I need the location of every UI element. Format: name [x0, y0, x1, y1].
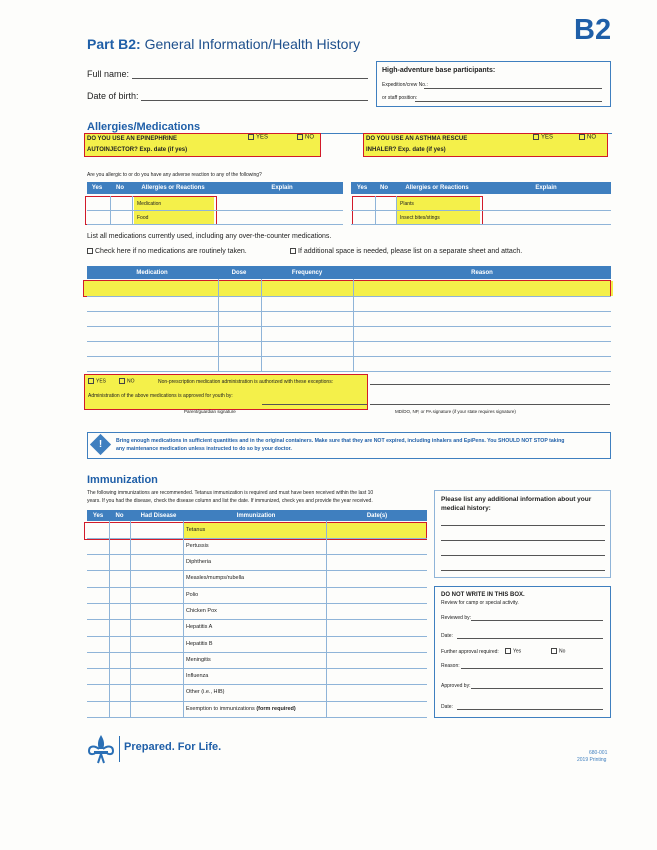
- checkbox-icon: [88, 378, 94, 384]
- approved-by-field[interactable]: [471, 688, 603, 689]
- no-label: No: [559, 648, 566, 655]
- immunization-desc-1: The following immunizations are recommended. Tetanus immunization is required and must have been received within the last 10: [87, 490, 374, 496]
- reason-field[interactable]: [461, 668, 603, 669]
- row-line: [351, 210, 611, 211]
- yes-label: YES: [96, 378, 107, 385]
- checkbox-icon: [297, 134, 303, 140]
- col-had-disease: Had Disease: [140, 512, 177, 519]
- medications-instruction: List all medications currently used, including any over-the-counter medications.: [87, 233, 332, 240]
- allergy-item-insect: Insect bites/stings: [400, 215, 440, 221]
- epipen-question-1: DO YOU USE AN EPINEPHRINE: [87, 136, 178, 142]
- further-approval-label: Further approval required:: [441, 649, 499, 655]
- imm-row-line[interactable]: [87, 636, 427, 637]
- col-explain: Explain: [535, 185, 557, 191]
- high-adventure-box: [376, 61, 611, 107]
- otc-statement: Non-prescription medication administration is authorized with these exceptions:: [158, 379, 334, 385]
- parent-signature-field[interactable]: [262, 404, 367, 405]
- additional-info-line[interactable]: [441, 540, 605, 541]
- approval-statement: Administration of the above medications is approved for youth by:: [88, 393, 233, 399]
- additional-space-checkbox[interactable]: [290, 248, 522, 255]
- asthma-question-1: DO YOU USE AN ASTHMA RESCUE: [366, 136, 468, 142]
- checkbox-icon: [290, 248, 296, 254]
- imm-row-meningitis: Meningitis: [186, 657, 211, 663]
- medication-row[interactable]: [87, 371, 611, 372]
- medication-notice: [87, 432, 611, 459]
- allergy-table-right-header: [351, 182, 611, 194]
- footer-tagline: Prepared. For Life.: [124, 741, 222, 753]
- allergy-table-left-header: [87, 182, 343, 194]
- md-signature-field[interactable]: [370, 404, 610, 405]
- otc-exceptions-field[interactable]: [370, 384, 610, 385]
- footer-divider: [119, 736, 120, 762]
- imm-row-influenza: Influenza: [186, 673, 209, 679]
- checkbox-icon: [551, 648, 557, 654]
- imm-row-mmr: Measles/mumps/rubella: [186, 575, 245, 581]
- epipen-question-2: AUTOINJECTOR? Exp. date (if yes): [87, 147, 188, 153]
- imm-row-line[interactable]: [87, 587, 427, 588]
- reviewed-by-field[interactable]: [471, 620, 603, 621]
- row-line: [87, 210, 343, 211]
- checkbox-icon: [579, 134, 585, 140]
- no-label: NO: [127, 378, 135, 385]
- no-label: NO: [305, 134, 314, 141]
- col-explain: Explain: [271, 185, 293, 191]
- imm-row-line[interactable]: [87, 619, 427, 620]
- checkbox-icon: [248, 134, 254, 140]
- immunization-desc-2: years. If you had the disease, check the disease column and list the date. If immunized, check yes and provide the year received.: [87, 498, 373, 504]
- imm-row-hepatitis-a: Hepatitis A: [186, 624, 213, 630]
- additional-info-line[interactable]: [441, 555, 605, 556]
- medication-row[interactable]: [87, 311, 611, 312]
- full-name-field[interactable]: [132, 78, 368, 79]
- medication-row-markup-box: [83, 280, 611, 297]
- fleur-de-lis-icon: [86, 733, 116, 765]
- asthma-question-2: INHALER? Exp. date (if yes): [366, 147, 446, 153]
- yes-label: YES: [256, 134, 269, 141]
- col-yes: Yes: [356, 185, 368, 191]
- form-code: B2: [574, 14, 612, 46]
- checkbox-icon: [119, 378, 125, 384]
- col-frequency: Frequency: [291, 269, 323, 276]
- medication-row[interactable]: [87, 341, 611, 342]
- exemption-label: Exemption to immunizations: [186, 706, 257, 712]
- imm-row-line[interactable]: [87, 603, 427, 604]
- no-medications-checkbox[interactable]: [87, 248, 247, 255]
- imm-row-polio: Polio: [186, 592, 199, 598]
- medication-row[interactable]: [87, 326, 611, 327]
- adverse-question: Are you allergic to or do you have any adverse reaction to any of the following?: [87, 172, 262, 178]
- further-approval-no[interactable]: [551, 648, 565, 654]
- office-box-subtitle: Review for camp or special activity.: [441, 600, 519, 606]
- imm-row-exemption: [186, 706, 296, 712]
- staff-label: or staff position:: [382, 95, 418, 101]
- yes-label: YES: [541, 134, 554, 141]
- imm-row-line[interactable]: [87, 652, 427, 653]
- col-reason: Reason: [471, 269, 493, 276]
- col-no: No: [380, 185, 388, 191]
- no-medications-label: Check here if no medications are routinely taken.: [95, 248, 247, 255]
- immunization-table-header: [87, 510, 427, 521]
- additional-space-label: If additional space is needed, please list on a separate sheet and attach.: [298, 248, 523, 255]
- col-allergies: Allergies or Reactions: [141, 185, 205, 191]
- high-adventure-title: High-adventure base participants:: [382, 67, 496, 74]
- imm-row-other: Other (i.e., HIB): [186, 689, 225, 695]
- checkbox-icon: [87, 248, 93, 254]
- office-box-title: DO NOT WRITE IN THIS BOX.: [441, 592, 525, 598]
- dob-field[interactable]: [141, 100, 368, 101]
- date-field-2[interactable]: [457, 709, 603, 710]
- otc-yes[interactable]: [88, 378, 106, 384]
- col-no: No: [115, 512, 124, 519]
- row-line: [351, 224, 611, 225]
- imm-row-line[interactable]: [87, 554, 427, 555]
- allergy-item-medication: Medication: [137, 201, 162, 207]
- expedition-field[interactable]: [424, 88, 602, 89]
- form-number: 680-001: [589, 750, 608, 756]
- expedition-label: Expedition/crew No.:: [382, 82, 428, 88]
- col-yes: Yes: [91, 185, 103, 191]
- checkbox-icon: [505, 648, 511, 654]
- imm-row-line[interactable]: [87, 668, 427, 669]
- epipen-no[interactable]: [297, 134, 314, 141]
- further-approval-yes[interactable]: [505, 648, 521, 654]
- md-signature-label: MD/DO, NP, or PA signature (if your state requires signature): [395, 409, 516, 414]
- part-title: General Information/Health History: [144, 36, 361, 52]
- epipen-yes[interactable]: [248, 134, 268, 141]
- col-medication: Medication: [136, 269, 168, 276]
- asthma-no[interactable]: [579, 134, 596, 141]
- asthma-yes[interactable]: [533, 134, 553, 141]
- immunization-title: Immunization: [87, 474, 158, 486]
- full-name-label: Full name:: [87, 69, 130, 79]
- reviewed-by-label: Reviewed by:: [441, 615, 472, 621]
- additional-info-title-1: Please list any additional information about your: [441, 496, 592, 503]
- date-label-1: Date:: [441, 633, 453, 639]
- additional-info-box: [434, 490, 611, 578]
- imm-row-tetanus: Tetanus: [186, 527, 206, 533]
- allergy-item-plants: Plants: [400, 201, 414, 207]
- date-label-2: Date:: [441, 704, 453, 710]
- date-field-1[interactable]: [457, 638, 603, 639]
- additional-info-line[interactable]: [441, 525, 605, 526]
- imm-row-line[interactable]: [87, 570, 427, 571]
- additional-info-line[interactable]: [441, 570, 605, 571]
- imm-row-chicken-pox: Chicken Pox: [186, 608, 217, 614]
- checkbox-icon: [533, 134, 539, 140]
- imm-row-line[interactable]: [87, 538, 427, 539]
- notice-line-1: Bring enough medications in sufficient quantities and in the original containers. Make sure that they are NOT expired, including inhalers and EpiPens. You SHOULD NOT STOP taking: [116, 438, 565, 444]
- additional-info-title-2: medical history:: [441, 505, 491, 512]
- imm-row-line[interactable]: [87, 684, 427, 685]
- medication-row[interactable]: [87, 296, 611, 297]
- parent-signature-label: Parent/guardian signature: [184, 409, 236, 414]
- col-immunization: Immunization: [236, 512, 276, 519]
- part-label: Part B2:: [87, 36, 141, 52]
- col-dose: Dose: [231, 269, 247, 276]
- col-no: No: [116, 185, 124, 191]
- medication-row[interactable]: [87, 356, 611, 357]
- yes-label: Yes: [513, 648, 522, 655]
- no-label: NO: [587, 134, 596, 141]
- medication-table-header: [87, 266, 611, 279]
- approved-by-label: Approved by:: [441, 683, 471, 689]
- col-yes: Yes: [92, 512, 104, 519]
- dob-label: Date of birth:: [87, 91, 139, 101]
- exemption-note: (form required): [256, 706, 296, 712]
- printing-year: 2019 Printing: [577, 757, 607, 763]
- imm-row-diphtheria: Diphtheria: [186, 559, 212, 565]
- otc-no[interactable]: [119, 378, 135, 384]
- allergy-item-food: Food: [137, 215, 149, 221]
- col-allergies: Allergies or Reactions: [405, 185, 469, 191]
- col-dates: Date(s): [366, 512, 388, 519]
- allergies-section-title: Allergies/Medications: [87, 121, 201, 133]
- staff-field[interactable]: [415, 101, 602, 102]
- imm-row-line[interactable]: [87, 701, 427, 702]
- imm-row-pertussis: Pertussis: [186, 543, 209, 549]
- warning-glyph: !: [98, 439, 103, 450]
- imm-row-hepatitis-b: Hepatitis B: [186, 641, 213, 647]
- notice-line-2: any maintenance medication unless instructed to do so by your doctor.: [116, 446, 292, 452]
- reason-label: Reason:: [441, 663, 460, 669]
- office-use-box: [434, 586, 611, 718]
- row-line: [87, 224, 343, 225]
- page-title: [87, 36, 360, 52]
- imm-row-line[interactable]: [87, 717, 427, 718]
